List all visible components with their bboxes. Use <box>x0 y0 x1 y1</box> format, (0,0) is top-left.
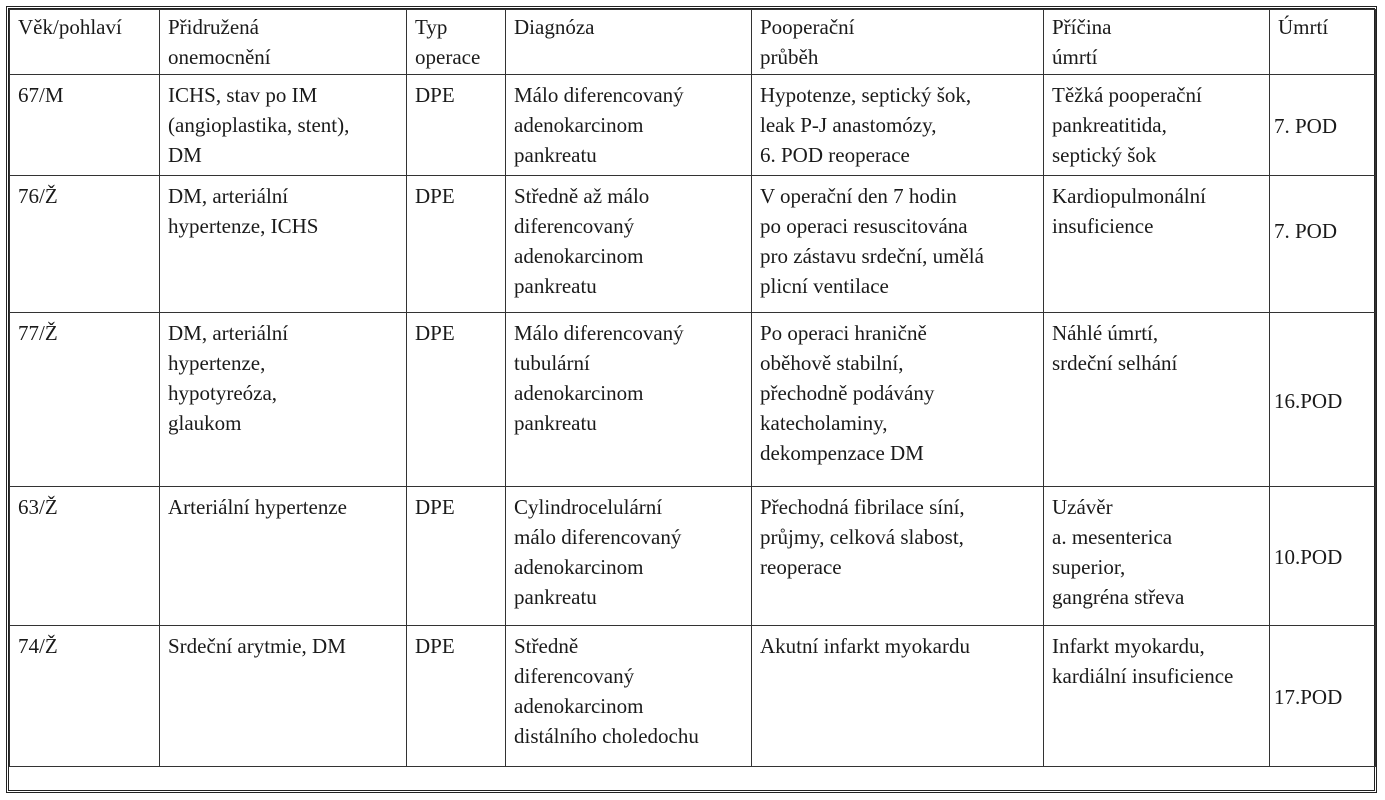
cell-line: adenokarcinom <box>514 555 644 579</box>
cell-line: 10.POD <box>1274 545 1343 569</box>
cell-line: Cylindrocelulární <box>514 495 663 519</box>
cell-line: reoperace <box>760 555 842 579</box>
cell-comorbidities <box>160 487 407 626</box>
cell-line: Akutní infarkt myokardu <box>760 634 970 658</box>
cell-line: a. mesenterica <box>1052 525 1173 549</box>
cell-comorbidities <box>160 313 407 487</box>
cell-age-sex <box>10 313 160 487</box>
cell-line: pankreatu <box>514 585 597 609</box>
cell-line: adenokarcinom <box>514 113 644 137</box>
cell-death <box>1270 75 1376 176</box>
cell-line: 17.POD <box>1274 685 1343 709</box>
cell-postoperative-course <box>752 176 1044 313</box>
cell-line: hypertenze, <box>168 351 266 375</box>
cell-operation-type <box>407 626 506 767</box>
cell-age-sex <box>10 487 160 626</box>
cell-line: průběh <box>760 45 819 69</box>
cell-line: Hypotenze, septický šok, <box>760 83 972 107</box>
cell-diagnosis <box>506 626 752 767</box>
cell-line: Typ <box>415 15 448 39</box>
cell-line: pankreatu <box>514 411 597 435</box>
cell-line: DPE <box>415 495 455 519</box>
table-row <box>10 176 1376 313</box>
header-operation-type <box>407 10 506 75</box>
cell-line: pro zástavu srdeční, umělá <box>760 244 984 268</box>
header-postoperative-course <box>752 10 1044 75</box>
cell-line: srdeční selhání <box>1052 351 1178 375</box>
cell-cause-of-death <box>1044 487 1270 626</box>
cell-line: ICHS, stav po IM <box>168 83 318 107</box>
cell-operation-type <box>407 313 506 487</box>
cell-line: (angioplastika, stent), <box>168 113 350 137</box>
cell-line: průjmy, celková slabost, <box>760 525 964 549</box>
cell-diagnosis <box>506 487 752 626</box>
cell-line: adenokarcinom <box>514 694 644 718</box>
cell-line: diferencovaný <box>514 664 635 688</box>
cell-line: 77/Ž <box>18 321 58 345</box>
cell-diagnosis <box>506 75 752 176</box>
cell-line: diferencovaný <box>514 214 635 238</box>
cell-line: úmrtí <box>1052 45 1098 69</box>
header-comorbidities <box>160 10 407 75</box>
cell-line: DM, arteriální <box>168 184 289 208</box>
cell-postoperative-course <box>752 313 1044 487</box>
cell-death <box>1270 487 1376 626</box>
cell-line: 7. POD <box>1274 219 1338 243</box>
cell-line: Málo diferencovaný <box>514 83 684 107</box>
cell-line: 7. POD <box>1274 114 1338 138</box>
table-row <box>10 75 1376 176</box>
cell-cause-of-death <box>1044 313 1270 487</box>
cell-line: DPE <box>415 321 455 345</box>
cell-line: pankreatitida, <box>1052 113 1167 137</box>
cell-line: Infarkt myokardu, <box>1052 634 1205 658</box>
cell-line: 63/Ž <box>18 495 58 519</box>
cell-line: Srdeční arytmie, DM <box>168 634 346 658</box>
cell-line: septický šok <box>1052 143 1157 167</box>
cell-line: 74/Ž <box>18 634 58 658</box>
cell-postoperative-course <box>752 487 1044 626</box>
cell-line: onemocnění <box>168 45 271 69</box>
cell-diagnosis <box>506 176 752 313</box>
cell-cause-of-death <box>1044 75 1270 176</box>
cell-death <box>1270 313 1376 487</box>
cell-postoperative-course <box>752 626 1044 767</box>
cell-line: Kardiopulmonální <box>1052 184 1206 208</box>
cell-line: V operační den 7 hodin <box>760 184 957 208</box>
cell-line: 6. POD reoperace <box>760 143 910 167</box>
cell-line: katecholaminy, <box>760 411 888 435</box>
cell-line: pankreatu <box>514 143 597 167</box>
cell-comorbidities <box>160 176 407 313</box>
cell-death <box>1270 626 1376 767</box>
cell-age-sex <box>10 75 160 176</box>
cell-line: DPE <box>415 184 455 208</box>
cell-line: DPE <box>415 83 455 107</box>
table-row <box>10 313 1376 487</box>
cell-line: Přidružená <box>168 15 259 39</box>
header-diagnosis <box>506 10 752 75</box>
cell-postoperative-course <box>752 75 1044 176</box>
cell-line: Středně <box>514 634 579 658</box>
header-cause-of-death <box>1044 10 1270 75</box>
cell-line: gangréna střeva <box>1052 585 1185 609</box>
cell-line: Arteriální hypertenze <box>168 495 347 519</box>
header-death <box>1270 10 1376 75</box>
cell-line: leak P-J anastomózy, <box>760 113 937 137</box>
cell-age-sex <box>10 176 160 313</box>
cell-cause-of-death <box>1044 626 1270 767</box>
table-row <box>10 626 1376 767</box>
cell-line: tubulární <box>514 351 590 375</box>
cell-line: kardiální insuficience <box>1052 664 1234 688</box>
cell-line: adenokarcinom <box>514 244 644 268</box>
table-row <box>10 487 1376 626</box>
cell-line: Náhlé úmrtí, <box>1052 321 1159 345</box>
cell-line: DPE <box>415 634 455 658</box>
cell-line: adenokarcinom <box>514 381 644 405</box>
cell-line: Příčina <box>1052 15 1112 39</box>
cell-line: Středně až málo <box>514 184 650 208</box>
cell-line: distálního choledochu <box>514 724 699 748</box>
cell-line: Těžká pooperační <box>1052 83 1202 107</box>
cell-operation-type <box>407 487 506 626</box>
cell-line: málo diferencovaný <box>514 525 682 549</box>
cell-line: Po operaci hraničně <box>760 321 927 345</box>
cell-line: Uzávěr <box>1052 495 1113 519</box>
cell-diagnosis <box>506 313 752 487</box>
cell-age-sex <box>10 626 160 767</box>
cell-line: DM, arteriální <box>168 321 289 345</box>
cell-death <box>1270 176 1376 313</box>
cell-line: Málo diferencovaný <box>514 321 684 345</box>
cell-line: Věk/pohlaví <box>18 15 122 39</box>
cell-line: hypertenze, ICHS <box>168 214 319 238</box>
cell-line: glaukom <box>168 411 242 435</box>
cell-operation-type <box>407 75 506 176</box>
cell-operation-type <box>407 176 506 313</box>
cell-line: pankreatu <box>514 274 597 298</box>
cell-line: dekompenzace DM <box>760 441 924 465</box>
cell-cause-of-death <box>1044 176 1270 313</box>
cell-line: superior, <box>1052 555 1126 579</box>
cell-line: plicní ventilace <box>760 274 889 298</box>
cell-line: Pooperační <box>760 15 855 39</box>
cell-line: Diagnóza <box>514 15 595 39</box>
cell-comorbidities <box>160 626 407 767</box>
cell-line: DM <box>168 143 202 167</box>
cell-line: přechodně podávány <box>760 381 935 405</box>
cell-line: oběhově stabilní, <box>760 351 904 375</box>
cell-line: 67/M <box>18 83 64 107</box>
patients-table <box>9 9 1376 767</box>
cell-line: po operaci resuscitována <box>760 214 968 238</box>
header-row <box>10 10 1376 75</box>
cell-line: Úmrtí <box>1278 15 1329 39</box>
cell-line: 76/Ž <box>18 184 58 208</box>
cell-line: operace <box>415 45 481 69</box>
header-age-sex <box>10 10 160 75</box>
cell-line: Přechodná fibrilace síní, <box>760 495 965 519</box>
cell-line: hypotyreóza, <box>168 381 278 405</box>
cell-line: 16.POD <box>1274 388 1343 413</box>
cell-comorbidities <box>160 75 407 176</box>
cell-line: insuficience <box>1052 214 1154 238</box>
